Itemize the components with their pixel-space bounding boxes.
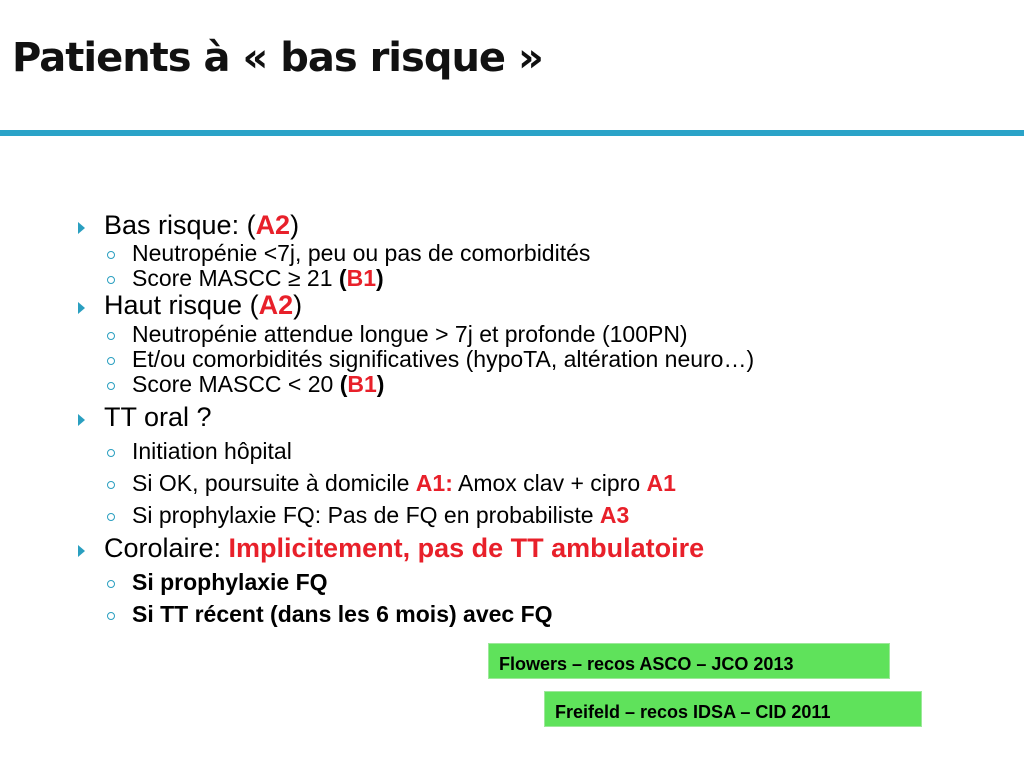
list-item-haut-risque bbox=[74, 292, 1004, 319]
item-text: Score MASCC < 20 bbox=[132, 371, 340, 397]
highlight-text: Implicitement, pas de TT ambulatoire bbox=[228, 533, 705, 563]
title-divider bbox=[0, 130, 1024, 136]
sub-item-neutropenie-longue bbox=[74, 323, 1004, 346]
circle-bullet-icon bbox=[107, 357, 115, 365]
sub-item-mascc-20 bbox=[74, 373, 1004, 396]
sub-item-mascc-21 bbox=[74, 267, 1004, 290]
sub-item-neutropenie-7j bbox=[74, 242, 1004, 265]
circle-bullet-icon bbox=[107, 382, 115, 390]
triangle-right-icon bbox=[78, 545, 85, 557]
item-text: Si TT récent (dans les 6 mois) avec FQ bbox=[132, 601, 553, 627]
sub-item-si-prophylaxie bbox=[74, 504, 1004, 527]
item-text: Si prophylaxie FQ bbox=[132, 569, 328, 595]
item-text: Si prophylaxie FQ: Pas de FQ en probabiliste bbox=[132, 502, 600, 528]
grade-badge: A1 bbox=[646, 470, 676, 496]
circle-bullet-icon bbox=[107, 449, 115, 457]
item-text: ) bbox=[293, 290, 303, 320]
circle-bullet-icon bbox=[107, 276, 115, 284]
item-text: Score MASCC ≥ 21 bbox=[132, 265, 339, 291]
grade-badge: A3 bbox=[599, 502, 630, 528]
triangle-right-icon bbox=[78, 302, 85, 314]
circle-bullet-icon bbox=[107, 481, 115, 489]
reference-idsa-box: Freifeld – recos IDSA – CID 2011 bbox=[544, 691, 922, 727]
item-text: Neutropénie attendue longue > 7j et profonde (100PN) bbox=[132, 321, 688, 347]
list-item-tt-oral bbox=[74, 404, 1004, 431]
triangle-right-icon bbox=[78, 222, 85, 234]
item-text: ) bbox=[290, 210, 300, 240]
circle-bullet-icon bbox=[107, 251, 115, 259]
list-item-bas-risque bbox=[74, 212, 1004, 239]
item-text: Et/ou comorbidités significatives (hypoTA, altération neuro…) bbox=[132, 346, 755, 372]
sub-item-si-ok bbox=[74, 472, 1004, 495]
slide-title: Patients à « bas risque » bbox=[12, 35, 543, 81]
item-text: Neutropénie <7j, peu ou pas de comorbidités bbox=[132, 240, 591, 266]
item-text: Corolaire: bbox=[104, 533, 229, 563]
circle-bullet-icon bbox=[107, 612, 115, 620]
reference-asco-box: Flowers – recos ASCO – JCO 2013 bbox=[488, 643, 890, 679]
item-text: Haut risque ( bbox=[104, 290, 259, 320]
item-text: Bas risque: ( bbox=[104, 210, 256, 240]
sub-item-comorbidites bbox=[74, 348, 1004, 371]
item-text: Initiation hôpital bbox=[132, 438, 292, 464]
grade-badge: A2 bbox=[255, 210, 291, 240]
item-text: ( bbox=[338, 265, 347, 291]
triangle-right-icon bbox=[78, 414, 85, 426]
bullet-list bbox=[74, 212, 1004, 626]
item-text: Si OK, poursuite à domicile bbox=[132, 470, 416, 496]
item-text: ) bbox=[376, 371, 385, 397]
grade-badge: B1 bbox=[347, 371, 377, 397]
item-text: ( bbox=[339, 371, 348, 397]
sub-item-prophylaxie-fq bbox=[74, 571, 1004, 594]
grade-badge: A1: bbox=[415, 470, 453, 496]
circle-bullet-icon bbox=[107, 580, 115, 588]
list-item-corolaire bbox=[74, 535, 1004, 562]
sub-item-tt-recent bbox=[74, 603, 1004, 626]
grade-badge: B1 bbox=[346, 265, 376, 291]
item-text: ) bbox=[376, 265, 384, 291]
item-text: TT oral ? bbox=[104, 402, 212, 432]
grade-badge: A2 bbox=[258, 290, 294, 320]
circle-bullet-icon bbox=[107, 513, 115, 521]
circle-bullet-icon bbox=[107, 332, 115, 340]
sub-item-initiation bbox=[74, 440, 1004, 463]
item-text: Amox clav + cipro bbox=[452, 470, 647, 496]
